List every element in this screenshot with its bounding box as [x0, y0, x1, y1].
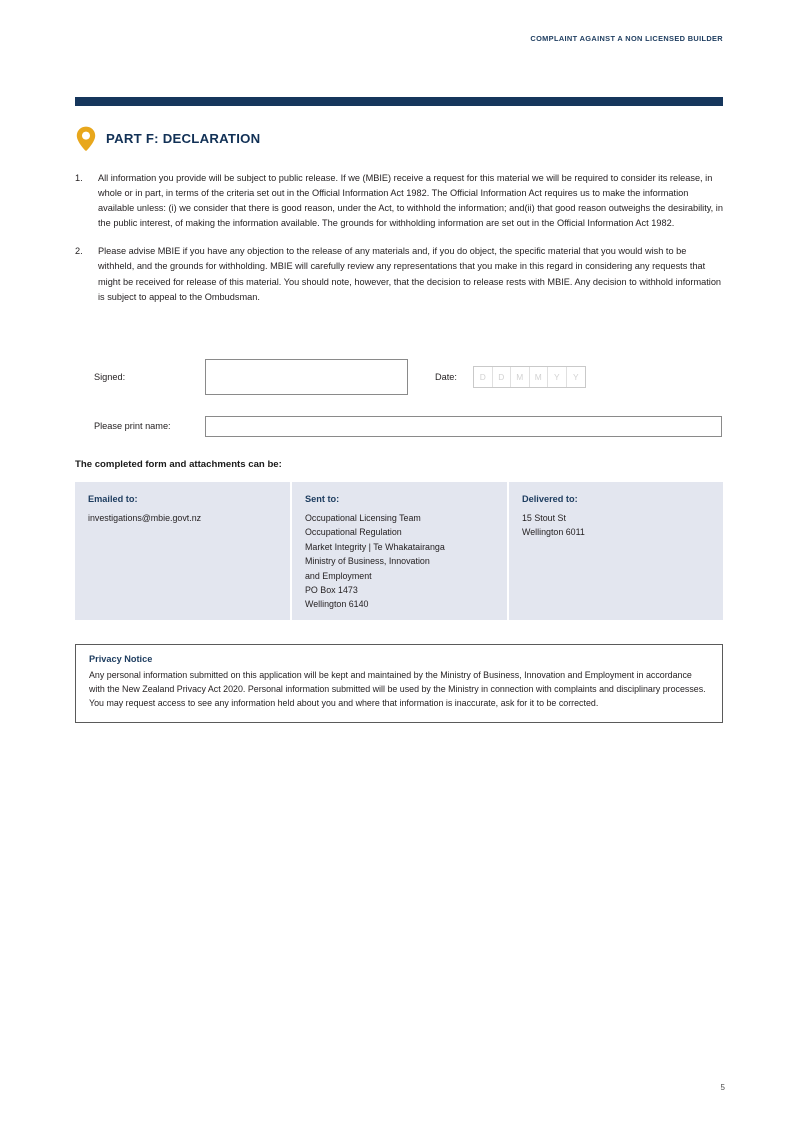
signature-row — [94, 359, 734, 395]
date-cell-d2[interactable]: D — [493, 367, 512, 387]
print-name-row — [94, 416, 734, 437]
clause-text: All information you provide will be subject to public release. If we (MBIE) receive a request for this material we will be required to consider its release, in whole or in part, in terms of the criteria set out in the Official Information Act 1982. The Official Information Act requires us to make the information available unless: (i) we consider that there is good reason, under the Act, to withhold the information; and(ii) that good reason outweighs the desirability, in the public interest, of making the information available. The grounds for withholding information are set out in the Official Information Act 1982. — [98, 173, 723, 229]
postal-line: Occupational Licensing Team — [305, 513, 421, 523]
submission-option-lines — [88, 511, 277, 525]
postal-line: Ministry of Business, Innovation — [305, 556, 430, 567]
location-pin-icon — [75, 125, 97, 152]
date-cell-y1[interactable]: Y — [548, 367, 567, 387]
clause-number: 1. — [75, 173, 83, 183]
email-address[interactable]: investigations@mbie.govt.nz — [88, 513, 202, 523]
section-divider-rule — [75, 97, 723, 106]
clause-number: 2. — [75, 246, 83, 257]
submission-option-post — [292, 482, 507, 620]
clause-text: Please advise MBIE if you have any objection to the release of any materials and, if you do object, the specific material that you would wish to be withheld, and the grounds for withholding. MBIE will carefully review any representations that you make in this regard in considering any requests that might be received for release of this material. You should note, however, that the decision to release rests with MBIE. Any decision to withhold information is subject to appeal to the Ombudsman. — [98, 246, 722, 302]
signature-input[interactable] — [205, 359, 408, 395]
submission-option-title: Sent to: — [305, 494, 340, 504]
clause-item — [75, 244, 725, 304]
postal-line: Market Integrity | Te Whakatairanga — [305, 541, 445, 552]
delivery-line: 15 Stout St — [522, 513, 566, 523]
privacy-notice-title: Privacy Notice — [89, 654, 153, 664]
submission-options — [75, 482, 723, 620]
section-heading — [75, 125, 260, 152]
postal-line: PO Box 1473 — [305, 585, 358, 596]
submission-option-title: Delivered to: — [522, 494, 578, 504]
date-label: Date: — [435, 372, 457, 382]
postal-line: Occupational Regulation — [305, 527, 402, 538]
date-input[interactable] — [473, 366, 586, 388]
declaration-clause-list — [75, 171, 725, 318]
date-cell-d1[interactable]: D — [474, 367, 493, 387]
date-cell-y2[interactable]: Y — [572, 372, 579, 382]
submission-option-title: Emailed to: — [88, 494, 138, 504]
privacy-notice-text: Any personal information submitted on this application will be kept and maintained by the Ministry of Business, Innovation and Employment in accordance with the New Zealand Privacy Act 2020. Personal information submitted will be used by the Ministry in connection with complaints and disciplinary processes. You may request access to see any information held about you and where that information is inaccurate, ask for it to be corrected. — [89, 670, 706, 709]
submission-heading: The completed form and attachments can be: — [75, 459, 282, 470]
submission-option-lines — [522, 511, 710, 540]
date-cell-m2[interactable]: M — [530, 367, 549, 387]
page-number: 5 — [720, 1083, 725, 1092]
submission-option-delivery — [509, 482, 723, 620]
submission-option-email — [75, 482, 290, 620]
print-name-label: Please print name: — [94, 421, 171, 431]
delivery-line: Wellington 6011 — [522, 527, 585, 538]
section-title-text: PART F: DECLARATION — [106, 131, 261, 146]
clause-item — [75, 171, 725, 231]
postal-line: Wellington 6140 — [305, 599, 369, 610]
print-name-input[interactable] — [205, 416, 722, 437]
submission-option-lines — [305, 511, 494, 612]
postal-line: and Employment — [305, 570, 372, 581]
privacy-notice — [75, 644, 723, 723]
signed-label: Signed: — [94, 372, 126, 382]
running-header: COMPLAINT AGAINST A NON LICENSED BUILDER — [530, 34, 723, 43]
date-cell-m1[interactable]: M — [511, 367, 530, 387]
